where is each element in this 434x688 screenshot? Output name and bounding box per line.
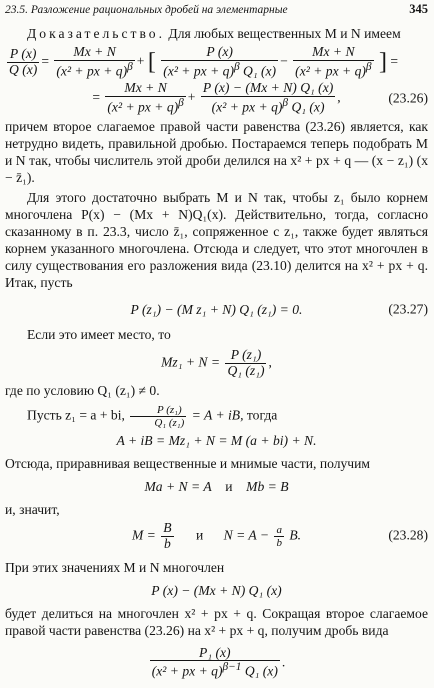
eq-ma: Ma + N = A	[144, 478, 212, 494]
running-header	[5, 0, 428, 22]
proof-intro	[5, 26, 428, 43]
equation-2326-line2: = $\frac{Mx + N}{(x^2 + px + q)^\beta}$ + $\frac{\text{P (x) − (Mx + N) Q₁ (x)}}{(x^2 + px + q)^\beta Q_1 (x)}$ , (23.26)	[92, 80, 428, 115]
equating-text: Отсюда, приравнивая вещественные и мнимые части, получим	[5, 455, 371, 471]
paragraph-2: Для этого достаточно выбрать M и N так, чтобы z₁ было корнем многочлена P(x) − (Mx + N)Q₁(x). Действительно, тогда, согласно сказанному в п. 23.3, число z̄₁, сопряженное с z₁, также будет являться корнем указанного многочлена. Отсюда и следует, что этот многочлен в силу существования его разложения вида (23.10) делится на x² + px + q. Итак, пусть	[5, 189, 428, 290]
eq-mb: Mb = B	[246, 478, 289, 494]
if-so-text: Если это имеет место, то	[27, 326, 171, 342]
equation-a-ib: A + iB = Mz₁ + N = M (a + bi) + N.	[116, 432, 317, 448]
and-word: и	[225, 478, 233, 494]
equation-number-2327: (23.27)	[388, 301, 428, 317]
equation-number-2328: (23.28)	[388, 527, 428, 543]
let-text: Пусть z₁ = a + bi,	[27, 407, 125, 423]
section-title: 23.5. Разложение рациональных дробей на элементарные	[5, 4, 288, 16]
last-paragraph: будет делиться на многочлен x² + px + q. Сокращая второе слагаемое правой части равенства (23.26) на x² + px + q, получим дробь вида	[5, 605, 428, 638]
proof-word: Доказательство.	[27, 26, 166, 41]
equation-final-fraction: $\frac{\text{P₁ (x)}}{(x^2 + px + q)^{\beta-1} Q_1 (x)}$ .	[151, 644, 286, 680]
then-text: тогда	[246, 407, 278, 423]
equation-number-2326: (23.26)	[388, 90, 428, 106]
hence-text: и, значит,	[5, 501, 60, 517]
paragraph-1: причем второе слагаемое правой части равенства (23.26) является, как нетрудно видеть, правильной дробью. Постараемся теперь подобрать M и N так, чтобы числитель этой дроби делился на x² + px + q — (x − z₁) (x − z̄₁).	[5, 118, 428, 185]
where-text: где по условию Q₁ (z₁) ≠ 0.	[5, 382, 160, 398]
equation-2327: P (z₁) − (M z₁ + N) Q₁ (z₁) = 0. (23.27)	[130, 301, 428, 317]
equation-2326-line1: $\frac{P (x)}{Q (x)}$ = $\frac{Mx + N}{(x^2 + px + q)^\beta}$ + [ $\frac{P (x)}{(x^2 + px + q)^\beta Q_1 (x)}$ − $\frac{Mx + N}{(x^2 + px + q)^\beta}$ ] =	[9, 43, 399, 79]
equation-poly: P (x) − (Mx + N) Q₁ (x)	[151, 582, 282, 598]
equation-2328: M = $\frac{B}{b}$ и N = A − $\frac{a}{b}$ B. (23.28)	[131, 519, 428, 551]
let-line: Пусть z₁ = a + bi, $\frac{\text{P (z₁)}}{\text{Q₁ (z₁)}}$ = A + iB, тогда	[27, 403, 278, 429]
page-number: 345	[409, 2, 428, 16]
with-values-text: При этих значениях M и N многочлен	[5, 559, 225, 575]
equation-m-z1: Mz₁ + N = $\frac{\text{P (z₁)}}{\text{Q₁ (z₁)}}$ ,	[161, 346, 272, 378]
intro-text: Для любых вещественных M и N имеем	[168, 26, 401, 41]
equation-ma-mb	[5, 479, 428, 496]
